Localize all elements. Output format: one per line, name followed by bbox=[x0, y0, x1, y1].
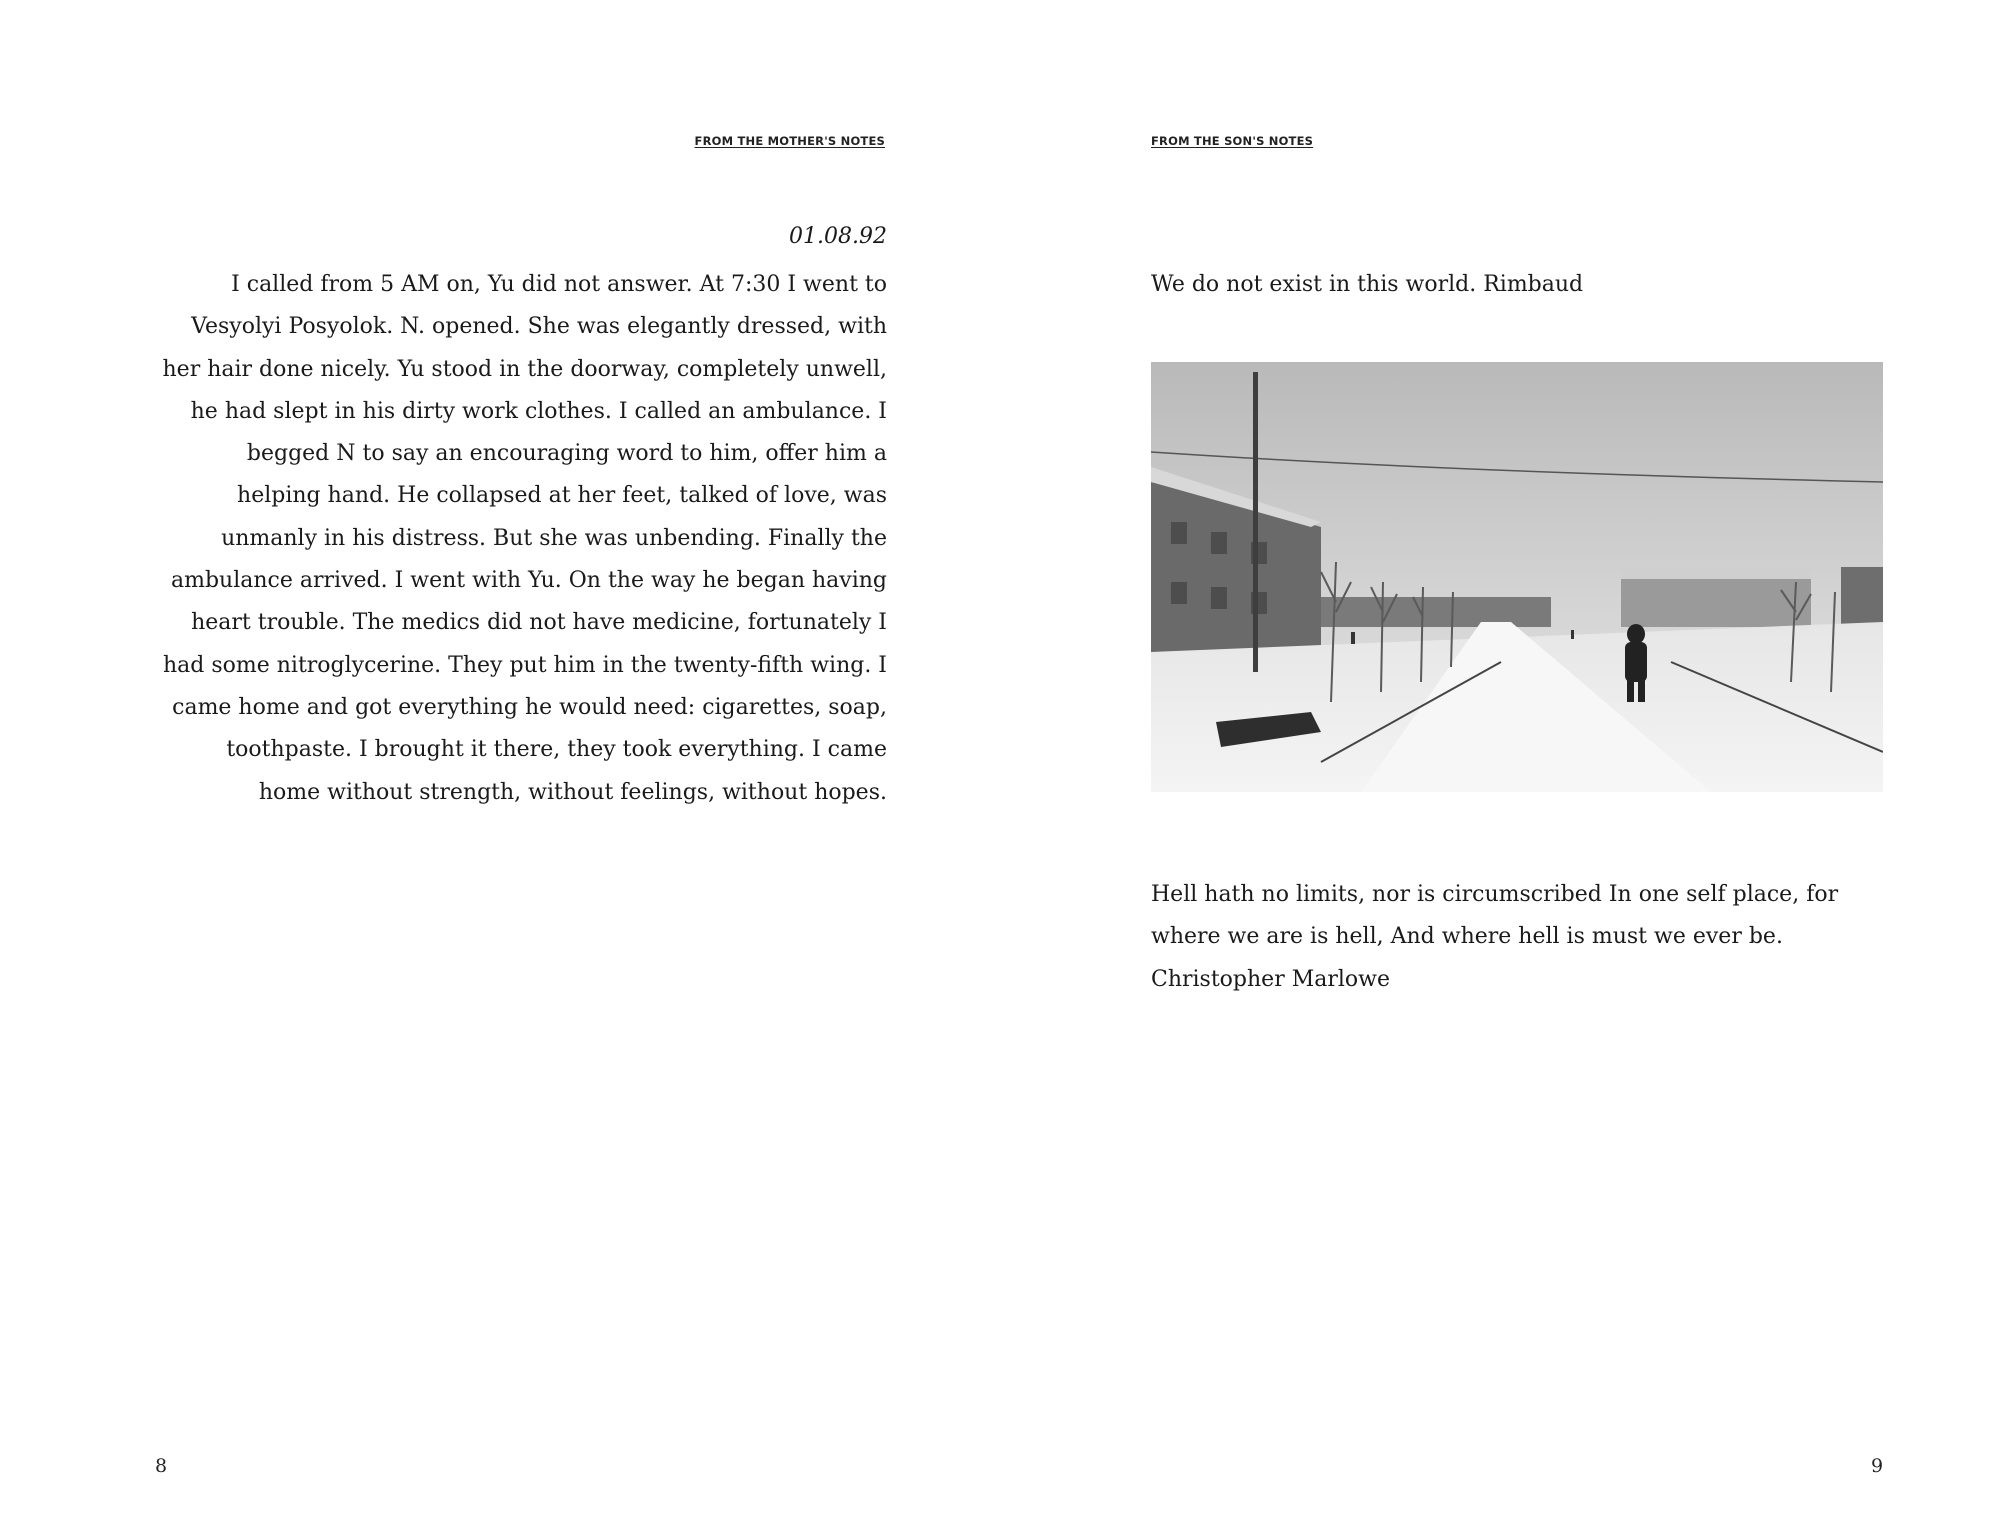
marlowe-quote: Hell hath no limits, nor is circumscribed In one self place, for where we are is hell, And where hell is must we ever be. Christopher Marlowe bbox=[1151, 882, 1839, 992]
running-head-right: FROM THE SON'S NOTES bbox=[1151, 134, 1314, 148]
entry-date: 01.08.92 bbox=[789, 224, 887, 249]
rimbaud-quote: We do not exist in this world. Rimbaud bbox=[1151, 272, 1584, 297]
page-number-right: 9 bbox=[1871, 1455, 1884, 1477]
snowy-street-photograph bbox=[1151, 362, 1883, 792]
page-number-left: 8 bbox=[155, 1455, 168, 1477]
running-head-left: FROM THE MOTHER'S NOTES bbox=[694, 134, 885, 148]
diary-entry-text: I called from 5 AM on, Yu did not answer. At 7:30 I went to Vesyolyi Posyolok. N. opened. She was elegantly dressed, with her hair done nicely. Yu stood in the doorway, completely unwell, he had slept in his dirty work clothes. I called an ambulance. I begged N to say an encouraging word to him, offer him a helping hand. He collapsed at her feet, talked of love, was unmanly in his distress. But she was unbending. Finally the ambulance arrived. I went with Yu. On the way he began having heart trouble. The medics did not have medicine, fortunately I had some nitroglycerine. They put him in the twenty-fifth wing. I came home and got everything he would need: cigarettes, soap, toothpaste. I brought it there, they took everything. I came home without strength, without feelings, without hopes. bbox=[162, 272, 887, 805]
photo-illustration bbox=[1151, 362, 1883, 792]
